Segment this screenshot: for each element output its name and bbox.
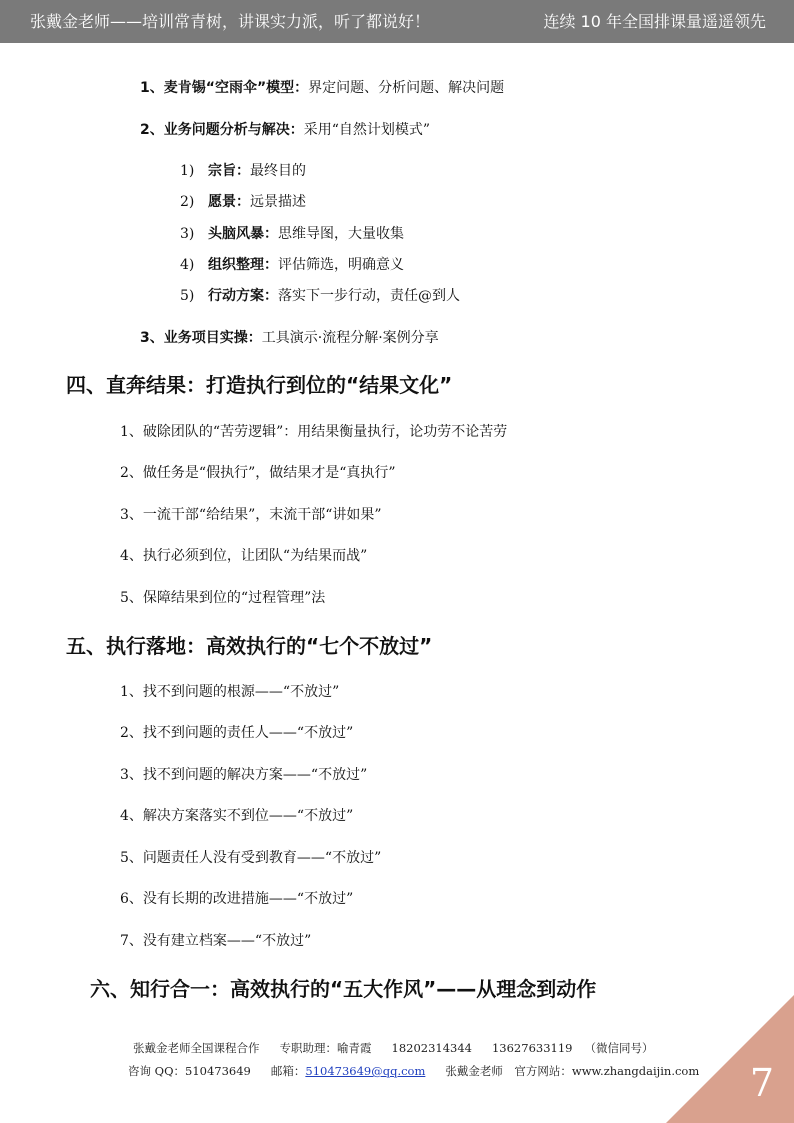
list-item: 1、找不到问题的根源——“不放过”	[120, 684, 340, 700]
list-item: 4、执行必须到位，让团队“为结果而战”	[120, 548, 368, 564]
footer-wechat-note: （微信同号）	[584, 1041, 654, 1055]
subsection-3	[140, 327, 439, 347]
subsection-2-text: 采用“自然计划模式”	[303, 122, 431, 138]
plan-item-text: 评估筛选，明确意义	[278, 257, 404, 273]
subsection-1	[140, 77, 504, 97]
plan-item-1	[180, 160, 306, 180]
list-item: 2、找不到问题的责任人——“不放过”	[120, 725, 354, 741]
plan-item-3	[180, 223, 404, 243]
section-4-title: 四、直奔结果：打造执行到位的“结果文化”	[66, 373, 453, 397]
list-item: 3、一流干部“给结果”，末流干部“讲如果”	[120, 507, 382, 523]
list-item: 6、没有长期的改进措施——“不放过”	[120, 891, 354, 907]
list-item: 1、破除团队的“苦劳逻辑”：用结果衡量执行，论功劳不论苦劳	[120, 424, 508, 440]
footer-line-1	[133, 1040, 653, 1056]
subsection-1-label: 1、麦肯锡“空雨伞”模型：	[140, 80, 309, 96]
subsection-2-label: 2、业务问题分析与解决：	[140, 122, 304, 138]
footer-email-link[interactable]: 510473649@qq.com	[305, 1064, 426, 1078]
footer-qq: 咨询 QQ：510473649	[128, 1064, 251, 1078]
plan-item-label: 行动方案：	[208, 288, 278, 304]
footer-phone-2: 13627633119	[491, 1041, 573, 1055]
plan-item-label: 头脑风暴：	[208, 226, 278, 242]
plan-item-number: 3)	[180, 226, 195, 242]
page-header-banner	[0, 0, 794, 43]
footer-email-label: 邮箱：	[270, 1064, 306, 1078]
section-6-title: 六、知行合一：高效执行的“五大作风”——从理念到动作	[90, 977, 597, 1001]
subsection-2	[140, 119, 430, 139]
list-item: 2、做任务是“假执行”，做结果才是“真执行”	[120, 465, 396, 481]
plan-item-text: 思维导图，大量收集	[278, 226, 404, 242]
plan-item-number: 1)	[180, 163, 195, 179]
plan-item-text: 落实下一步行动，责任@到人	[278, 288, 460, 304]
page-corner-triangle	[666, 995, 794, 1123]
plan-item-2	[180, 191, 306, 211]
footer-line-2	[128, 1063, 699, 1079]
list-item: 7、没有建立档案——“不放过”	[120, 933, 312, 949]
plan-item-number: 4)	[180, 257, 195, 273]
list-item: 3、找不到问题的解决方案——“不放过”	[120, 767, 368, 783]
plan-item-number: 2)	[180, 194, 195, 210]
plan-item-4	[180, 254, 404, 274]
footer-assistant: 专职助理：喻青霞	[279, 1041, 372, 1055]
footer-website: 张戴金老师 官方网站：www.zhangdaijin.com	[445, 1064, 700, 1078]
list-item: 5、问题责任人没有受到教育——“不放过”	[120, 850, 382, 866]
plan-item-5	[180, 285, 460, 305]
footer-phone-1: 18202314344	[391, 1041, 472, 1055]
plan-item-text: 最终目的	[250, 163, 306, 179]
subsection-3-label: 3、业务项目实操：	[140, 330, 262, 346]
page-number: 7	[749, 1061, 774, 1105]
plan-item-text: 远景描述	[250, 194, 306, 210]
list-item: 4、解决方案落实不到位——“不放过”	[120, 808, 354, 824]
header-slogan: 张戴金老师——培训常青树，讲课实力派，听了都说好！	[30, 12, 431, 31]
section-5-title: 五、执行落地：高效执行的“七个不放过”	[66, 634, 433, 658]
footer-cooperation: 张戴金老师全国课程合作	[133, 1041, 260, 1055]
header-ranking: 连续 10 年全国排课量遥遥领先	[543, 12, 766, 31]
plan-item-label: 组织整理：	[208, 257, 278, 273]
list-item: 5、保障结果到位的“过程管理”法	[120, 590, 326, 606]
subsection-1-text: 界定问题、分析问题、解决问题	[308, 80, 505, 96]
plan-item-label: 愿景：	[208, 194, 250, 210]
subsection-3-text: 工具演示·流程分解·案例分享	[261, 330, 439, 346]
plan-item-number: 5)	[180, 288, 195, 304]
plan-item-label: 宗旨：	[208, 163, 250, 179]
